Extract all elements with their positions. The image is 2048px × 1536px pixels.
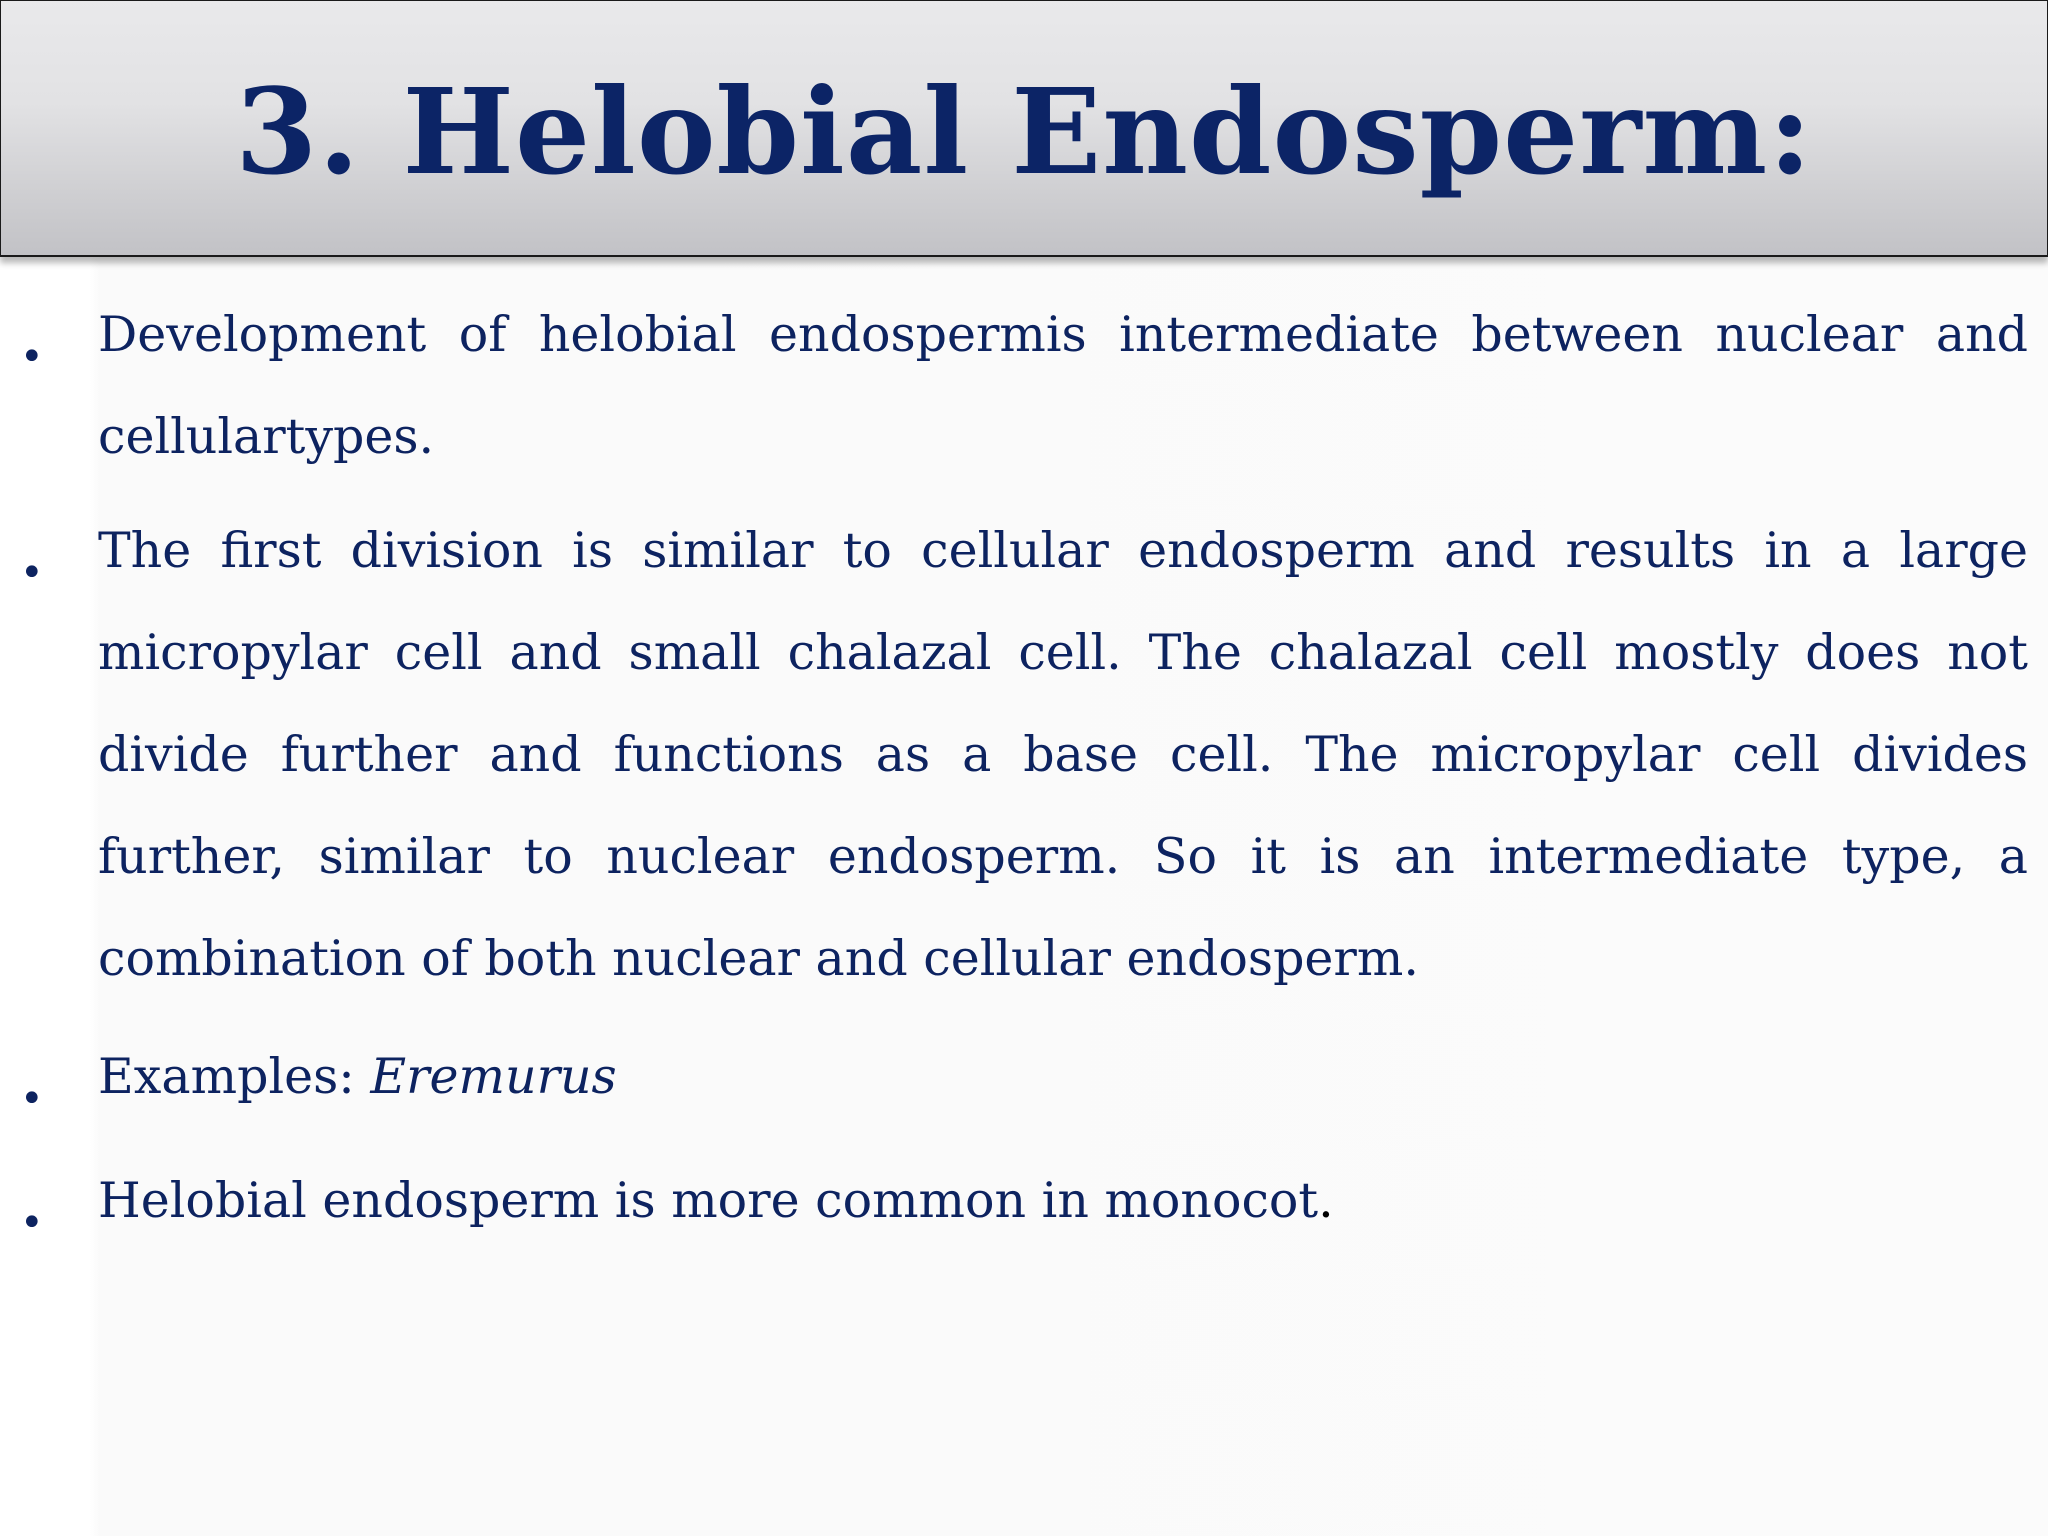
bullet-text: Development of helobial endospermis intermediate between nuclear and cellulartypes. — [98, 306, 2028, 465]
bullet-item — [0, 1150, 2048, 1252]
bullet-dot-icon: • — [20, 550, 44, 596]
bullet-item — [0, 500, 2048, 1010]
bullet-dot-icon: • — [20, 1200, 44, 1246]
bullet-text: Helobial endosperm is more common in monocot — [98, 1172, 1319, 1229]
bullet-dot-icon: • — [20, 334, 44, 380]
slide-title: 3. Helobial Endosperm: — [235, 62, 1813, 201]
title-bar — [0, 0, 2048, 257]
bullet-item — [0, 1026, 2048, 1128]
bullet-item — [0, 284, 2048, 488]
bullet-text-period: . — [1318, 1172, 1334, 1229]
bullet-text-prefix: Examples: — [98, 1048, 371, 1105]
bullet-list — [0, 284, 2048, 1252]
bullet-text: The first division is similar to cellular endosperm and results in a large micropylar cell and small chalazal cell. The chalazal cell mostly does not divide further and functions as a base cell. The micropylar cell divides further, similar to nuclear endosperm. So it is an intermediate type, a combination of both nuclear and cellular endosperm. — [98, 522, 2028, 987]
example-species-name: Eremurus — [370, 1048, 617, 1105]
bullet-dot-icon: • — [20, 1076, 44, 1122]
